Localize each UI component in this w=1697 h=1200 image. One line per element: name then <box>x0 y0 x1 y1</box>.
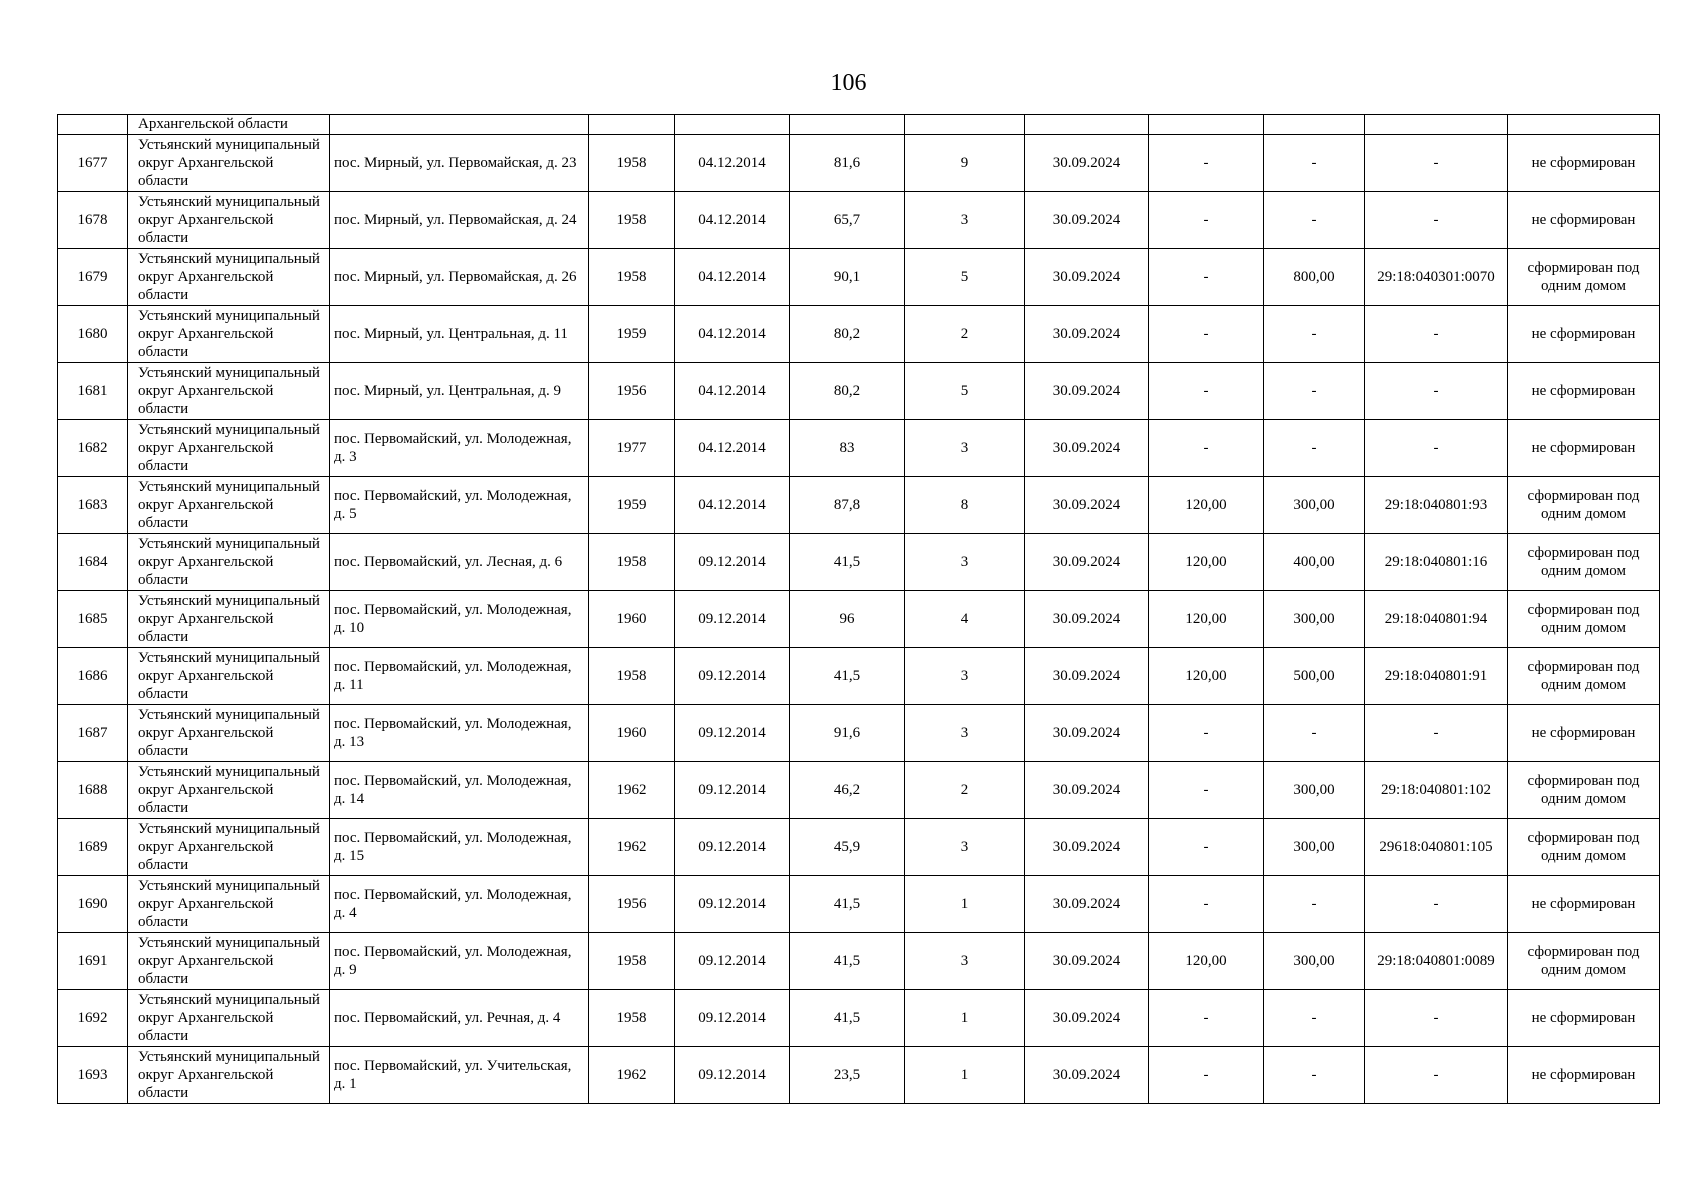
cell-deadline: 30.09.2024 <box>1025 1047 1149 1104</box>
cell-no: 1688 <box>58 762 128 819</box>
cell-residents: 1 <box>905 990 1025 1047</box>
cell-municipality: Устьянский муниципальный округ Архангельской области <box>128 705 330 762</box>
cell-area: 45,9 <box>790 819 905 876</box>
cell-no: 1681 <box>58 363 128 420</box>
cell-municipality: Устьянский муниципальный округ Архангельской области <box>128 876 330 933</box>
cell-cadastral: 29:18:040801:102 <box>1365 762 1508 819</box>
cell-c9: - <box>1149 762 1264 819</box>
cell-c9: - <box>1149 363 1264 420</box>
cell-address: пос. Первомайский, ул. Молодежная, д. 3 <box>330 420 589 477</box>
cell-deadline: 30.09.2024 <box>1025 990 1149 1047</box>
cell-municipality: Устьянский муниципальный округ Архангельской области <box>128 477 330 534</box>
cell-date: 09.12.2014 <box>675 819 790 876</box>
cell-date: 09.12.2014 <box>675 705 790 762</box>
cell-area: 80,2 <box>790 306 905 363</box>
table-row <box>58 249 1660 306</box>
cell-residents: 3 <box>905 648 1025 705</box>
cell-c10: 300,00 <box>1264 933 1365 990</box>
cell-address: пос. Первомайский, ул. Молодежная, д. 11 <box>330 648 589 705</box>
cell-status <box>1508 115 1660 135</box>
table-body <box>58 115 1660 1104</box>
cell-c10: - <box>1264 705 1365 762</box>
cell-c9: - <box>1149 420 1264 477</box>
table-row <box>58 420 1660 477</box>
cell-c10: 300,00 <box>1264 762 1365 819</box>
cell-c9: - <box>1149 306 1264 363</box>
cell-area: 46,2 <box>790 762 905 819</box>
cell-year: 1958 <box>589 648 675 705</box>
cell-deadline: 30.09.2024 <box>1025 762 1149 819</box>
cell-address: пос. Первомайский, ул. Учительская, д. 1 <box>330 1047 589 1104</box>
cell-deadline: 30.09.2024 <box>1025 363 1149 420</box>
cell-residents: 2 <box>905 306 1025 363</box>
cell-date: 04.12.2014 <box>675 249 790 306</box>
cell-c10: - <box>1264 363 1365 420</box>
cell-municipality: Устьянский муниципальный округ Архангельской области <box>128 1047 330 1104</box>
cell-date: 04.12.2014 <box>675 420 790 477</box>
cell-c9: - <box>1149 192 1264 249</box>
cell-residents: 9 <box>905 135 1025 192</box>
cell-address: пос. Мирный, ул. Центральная, д. 11 <box>330 306 589 363</box>
table-row <box>58 990 1660 1047</box>
cell-no: 1684 <box>58 534 128 591</box>
cell-year: 1959 <box>589 306 675 363</box>
cell-c9: - <box>1149 876 1264 933</box>
cell-area: 91,6 <box>790 705 905 762</box>
table-row <box>58 705 1660 762</box>
cell-municipality: Устьянский муниципальный округ Архангельской области <box>128 534 330 591</box>
cell-status: не сформирован <box>1508 363 1660 420</box>
cell-residents: 3 <box>905 534 1025 591</box>
cell-no: 1689 <box>58 819 128 876</box>
cell-year: 1962 <box>589 1047 675 1104</box>
cell-year: 1958 <box>589 249 675 306</box>
cell-year: 1956 <box>589 876 675 933</box>
cell-area: 87,8 <box>790 477 905 534</box>
cell-area: 41,5 <box>790 876 905 933</box>
cell-year <box>589 115 675 135</box>
cell-no <box>58 115 128 135</box>
cell-residents: 3 <box>905 933 1025 990</box>
continuation-row <box>58 115 1660 135</box>
table-row <box>58 591 1660 648</box>
cell-year: 1958 <box>589 990 675 1047</box>
cell-area: 41,5 <box>790 534 905 591</box>
cell-cadastral: - <box>1365 420 1508 477</box>
cell-year: 1959 <box>589 477 675 534</box>
cell-year: 1960 <box>589 705 675 762</box>
cell-date: 09.12.2014 <box>675 648 790 705</box>
cell-municipality: Устьянский муниципальный округ Архангельской области <box>128 249 330 306</box>
cell-deadline: 30.09.2024 <box>1025 306 1149 363</box>
table-row <box>58 477 1660 534</box>
cell-year: 1956 <box>589 363 675 420</box>
cell-residents: 1 <box>905 876 1025 933</box>
cell-no: 1685 <box>58 591 128 648</box>
cell-deadline: 30.09.2024 <box>1025 933 1149 990</box>
cell-cadastral: - <box>1365 363 1508 420</box>
cell-address: пос. Первомайский, ул. Молодежная, д. 10 <box>330 591 589 648</box>
cell-date: 04.12.2014 <box>675 477 790 534</box>
cell-address: пос. Мирный, ул. Первомайская, д. 23 <box>330 135 589 192</box>
cell-c9 <box>1149 115 1264 135</box>
cell-c10: - <box>1264 192 1365 249</box>
table-row <box>58 1047 1660 1104</box>
cell-status: сформирован под одним домом <box>1508 933 1660 990</box>
cell-c10 <box>1264 115 1365 135</box>
cell-deadline: 30.09.2024 <box>1025 705 1149 762</box>
cell-address: пос. Первомайский, ул. Молодежная, д. 13 <box>330 705 589 762</box>
cell-c10: 300,00 <box>1264 819 1365 876</box>
cell-residents: 4 <box>905 591 1025 648</box>
cell-no: 1679 <box>58 249 128 306</box>
table-row <box>58 306 1660 363</box>
table-row <box>58 762 1660 819</box>
cell-area: 83 <box>790 420 905 477</box>
cell-c9: 120,00 <box>1149 477 1264 534</box>
cell-address: пос. Мирный, ул. Центральная, д. 9 <box>330 363 589 420</box>
cell-no: 1686 <box>58 648 128 705</box>
cell-address: пос. Первомайский, ул. Молодежная, д. 15 <box>330 819 589 876</box>
cell-status: не сформирован <box>1508 1047 1660 1104</box>
cell-status: не сформирован <box>1508 990 1660 1047</box>
cell-year: 1962 <box>589 819 675 876</box>
cell-cadastral: - <box>1365 135 1508 192</box>
cell-area: 90,1 <box>790 249 905 306</box>
cell-residents: 3 <box>905 705 1025 762</box>
cell-c10: 300,00 <box>1264 591 1365 648</box>
cell-date: 09.12.2014 <box>675 876 790 933</box>
cell-deadline: 30.09.2024 <box>1025 249 1149 306</box>
cell-status: сформирован под одним домом <box>1508 477 1660 534</box>
cell-area: 41,5 <box>790 990 905 1047</box>
cell-no: 1691 <box>58 933 128 990</box>
cell-deadline: 30.09.2024 <box>1025 192 1149 249</box>
cell-address: пос. Первомайский, ул. Молодежная, д. 9 <box>330 933 589 990</box>
cell-address: пос. Мирный, ул. Первомайская, д. 24 <box>330 192 589 249</box>
cell-c10: 800,00 <box>1264 249 1365 306</box>
cell-municipality: Устьянский муниципальный округ Архангельской области <box>128 192 330 249</box>
cell-residents: 3 <box>905 192 1025 249</box>
cell-no: 1687 <box>58 705 128 762</box>
cell-municipality: Устьянский муниципальный округ Архангельской области <box>128 420 330 477</box>
cell-cadastral: - <box>1365 192 1508 249</box>
cell-no: 1683 <box>58 477 128 534</box>
cell-c9: 120,00 <box>1149 591 1264 648</box>
table-row <box>58 135 1660 192</box>
cell-date: 09.12.2014 <box>675 990 790 1047</box>
cell-municipality: Устьянский муниципальный округ Архангельской области <box>128 135 330 192</box>
cell-c10: - <box>1264 306 1365 363</box>
cell-cadastral: - <box>1365 306 1508 363</box>
table-row <box>58 648 1660 705</box>
cell-municipality: Устьянский муниципальный округ Архангельской области <box>128 591 330 648</box>
cell-c10: - <box>1264 420 1365 477</box>
cell-cadastral: - <box>1365 705 1508 762</box>
cell-no: 1690 <box>58 876 128 933</box>
cell-address: пос. Первомайский, ул. Речная, д. 4 <box>330 990 589 1047</box>
cell-date: 09.12.2014 <box>675 1047 790 1104</box>
cell-date: 04.12.2014 <box>675 192 790 249</box>
cell-status: сформирован под одним домом <box>1508 534 1660 591</box>
cell-status: сформирован под одним домом <box>1508 249 1660 306</box>
cell-date: 09.12.2014 <box>675 534 790 591</box>
cell-year: 1958 <box>589 192 675 249</box>
cell-year: 1958 <box>589 135 675 192</box>
cell-residents: 3 <box>905 420 1025 477</box>
cell-date: 04.12.2014 <box>675 363 790 420</box>
cell-municipality: Устьянский муниципальный округ Архангельской области <box>128 648 330 705</box>
cell-area: 41,5 <box>790 648 905 705</box>
cell-residents: 5 <box>905 249 1025 306</box>
cell-municipality: Устьянский муниципальный округ Архангельской области <box>128 933 330 990</box>
cell-c9: - <box>1149 705 1264 762</box>
cell-no: 1680 <box>58 306 128 363</box>
cell-c9: 120,00 <box>1149 648 1264 705</box>
cell-date: 09.12.2014 <box>675 933 790 990</box>
cell-address <box>330 115 589 135</box>
cell-cadastral: 29:18:040801:0089 <box>1365 933 1508 990</box>
cell-date <box>675 115 790 135</box>
cell-status: сформирован под одним домом <box>1508 648 1660 705</box>
cell-cadastral: 29:18:040801:16 <box>1365 534 1508 591</box>
cell-residents: 2 <box>905 762 1025 819</box>
cell-residents: 1 <box>905 1047 1025 1104</box>
table-row <box>58 534 1660 591</box>
cell-c9: - <box>1149 1047 1264 1104</box>
cell-area <box>790 115 905 135</box>
cell-address: пос. Первомайский, ул. Молодежная, д. 5 <box>330 477 589 534</box>
cell-deadline: 30.09.2024 <box>1025 648 1149 705</box>
cell-deadline: 30.09.2024 <box>1025 876 1149 933</box>
cell-deadline: 30.09.2024 <box>1025 477 1149 534</box>
table-row <box>58 876 1660 933</box>
cell-c10: - <box>1264 135 1365 192</box>
cell-cadastral <box>1365 115 1508 135</box>
cell-c10: 400,00 <box>1264 534 1365 591</box>
cell-date: 09.12.2014 <box>675 591 790 648</box>
table-row <box>58 933 1660 990</box>
cell-no: 1678 <box>58 192 128 249</box>
cell-no: 1693 <box>58 1047 128 1104</box>
cell-c9: - <box>1149 135 1264 192</box>
cell-municipality: Устьянский муниципальный округ Архангельской области <box>128 990 330 1047</box>
cell-no: 1692 <box>58 990 128 1047</box>
cell-status: не сформирован <box>1508 306 1660 363</box>
cell-deadline <box>1025 115 1149 135</box>
cell-year: 1962 <box>589 762 675 819</box>
cell-date: 04.12.2014 <box>675 135 790 192</box>
cell-no: 1682 <box>58 420 128 477</box>
cell-c9: - <box>1149 249 1264 306</box>
cell-deadline: 30.09.2024 <box>1025 135 1149 192</box>
cell-status: сформирован под одним домом <box>1508 591 1660 648</box>
cell-municipality: Устьянский муниципальный округ Архангельской области <box>128 762 330 819</box>
cell-cadastral: - <box>1365 990 1508 1047</box>
cell-deadline: 30.09.2024 <box>1025 591 1149 648</box>
cell-cadastral: 29:18:040801:93 <box>1365 477 1508 534</box>
cell-address: пос. Первомайский, ул. Лесная, д. 6 <box>330 534 589 591</box>
cell-date: 09.12.2014 <box>675 762 790 819</box>
cell-c9: 120,00 <box>1149 534 1264 591</box>
registry-table <box>57 114 1660 1104</box>
cell-cadastral: 29:18:040301:0070 <box>1365 249 1508 306</box>
page-number: 106 <box>830 70 867 96</box>
cell-area: 23,5 <box>790 1047 905 1104</box>
cell-c9: - <box>1149 990 1264 1047</box>
cell-address: пос. Первомайский, ул. Молодежная, д. 14 <box>330 762 589 819</box>
cell-municipality: Устьянский муниципальный округ Архангельской области <box>128 819 330 876</box>
cell-status: сформирован под одним домом <box>1508 762 1660 819</box>
cell-residents: 8 <box>905 477 1025 534</box>
cell-status: не сформирован <box>1508 135 1660 192</box>
cell-c9: - <box>1149 819 1264 876</box>
cell-municipality: Устьянский муниципальный округ Архангельской области <box>128 306 330 363</box>
table-row <box>58 192 1660 249</box>
cell-deadline: 30.09.2024 <box>1025 534 1149 591</box>
cell-year: 1958 <box>589 933 675 990</box>
cell-area: 41,5 <box>790 933 905 990</box>
cell-cadastral: 29:18:040801:94 <box>1365 591 1508 648</box>
cell-residents: 3 <box>905 819 1025 876</box>
cell-no: 1677 <box>58 135 128 192</box>
cell-address: пос. Мирный, ул. Первомайская, д. 26 <box>330 249 589 306</box>
cell-cadastral: - <box>1365 1047 1508 1104</box>
cell-area: 80,2 <box>790 363 905 420</box>
cell-residents: 5 <box>905 363 1025 420</box>
cell-year: 1977 <box>589 420 675 477</box>
cell-c10: - <box>1264 876 1365 933</box>
cell-date: 04.12.2014 <box>675 306 790 363</box>
cell-cadastral: - <box>1365 876 1508 933</box>
cell-status: сформирован под одним домом <box>1508 819 1660 876</box>
table-row <box>58 363 1660 420</box>
cell-c10: - <box>1264 990 1365 1047</box>
cell-municipality: Устьянский муниципальный округ Архангельской области <box>128 363 330 420</box>
cell-area: 65,7 <box>790 192 905 249</box>
cell-status: не сформирован <box>1508 705 1660 762</box>
cell-c10: 300,00 <box>1264 477 1365 534</box>
cell-area: 96 <box>790 591 905 648</box>
cell-year: 1960 <box>589 591 675 648</box>
cell-deadline: 30.09.2024 <box>1025 420 1149 477</box>
cell-c9: 120,00 <box>1149 933 1264 990</box>
cell-residents <box>905 115 1025 135</box>
cell-cadastral: 29618:040801:105 <box>1365 819 1508 876</box>
cell-status: не сформирован <box>1508 876 1660 933</box>
cell-address: пос. Первомайский, ул. Молодежная, д. 4 <box>330 876 589 933</box>
cell-status: не сформирован <box>1508 420 1660 477</box>
cell-c10: 500,00 <box>1264 648 1365 705</box>
cell-cadastral: 29:18:040801:91 <box>1365 648 1508 705</box>
table-row <box>58 819 1660 876</box>
cell-deadline: 30.09.2024 <box>1025 819 1149 876</box>
cell-municipality: Архангельской области <box>128 115 330 135</box>
cell-year: 1958 <box>589 534 675 591</box>
cell-area: 81,6 <box>790 135 905 192</box>
cell-c10: - <box>1264 1047 1365 1104</box>
cell-status: не сформирован <box>1508 192 1660 249</box>
